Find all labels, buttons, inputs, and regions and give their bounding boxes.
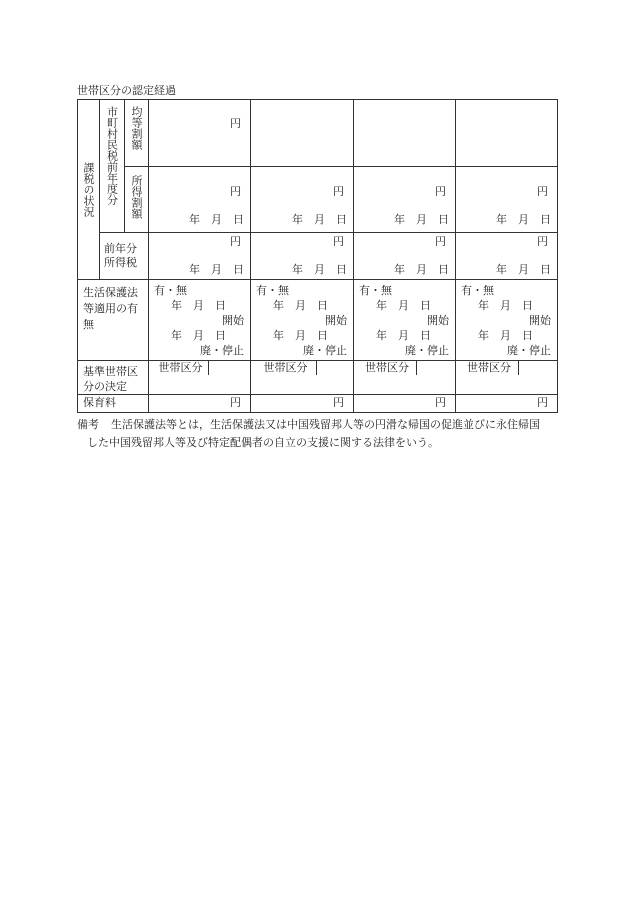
prev-income-tax-header xyxy=(100,233,149,280)
yes-no-choice[interactable]: 有・無 xyxy=(256,284,289,297)
household-class-label: 世帯区分 xyxy=(456,361,519,375)
fee-header xyxy=(78,395,149,413)
standard-cell-2[interactable] xyxy=(251,361,354,395)
income-share-label: 所得割額 xyxy=(130,175,143,219)
page-title: 世帯区分の認定経過 xyxy=(77,84,176,97)
date-field: 年 月 日 xyxy=(189,263,244,276)
fee-cell-1[interactable] xyxy=(149,395,251,413)
yen-unit: 円 xyxy=(230,235,241,248)
stop-label: 廃・停止 xyxy=(200,344,244,357)
yen-unit: 円 xyxy=(333,235,344,248)
yes-no-choice[interactable]: 有・無 xyxy=(461,284,494,297)
equal-share-header xyxy=(125,100,149,167)
start-label: 開始 xyxy=(427,314,449,327)
yen-unit: 円 xyxy=(333,396,344,409)
date-field: 年 月 日 xyxy=(189,213,244,226)
livelihood-cell-2[interactable] xyxy=(251,280,354,361)
stop-label: 廃・停止 xyxy=(405,344,449,357)
municipal-tax-header xyxy=(100,100,125,233)
remarks-text-line2: した中国残留邦人等及び特定配偶者の自立の支援に関する法律をいう。 xyxy=(87,436,439,449)
date-field: 年 月 日 xyxy=(292,263,347,276)
tax-status-label: 課税の状況 xyxy=(82,162,95,217)
yen-unit: 円 xyxy=(537,235,548,248)
yen-unit: 円 xyxy=(537,185,548,198)
start-label: 開始 xyxy=(529,314,551,327)
livelihood-header xyxy=(78,280,149,361)
date-field: 年 月 日 xyxy=(292,213,347,226)
date-field: 年 月 日 xyxy=(496,213,551,226)
equal-share-cell-1[interactable] xyxy=(149,100,251,167)
yes-no-choice[interactable]: 有・無 xyxy=(154,284,187,297)
stop-label: 廃・停止 xyxy=(303,344,347,357)
date-field: 年 月 日 xyxy=(394,213,449,226)
household-class-box[interactable] xyxy=(209,361,250,375)
household-class-box[interactable] xyxy=(417,361,455,375)
equal-share-cell-3[interactable] xyxy=(354,100,456,167)
household-class-label: 世帯区分 xyxy=(354,361,417,375)
household-class-label: 世帯区分 xyxy=(149,361,209,375)
livelihood-cell-4[interactable] xyxy=(456,280,558,361)
start-label: 開始 xyxy=(222,314,244,327)
date-field: 年 月 日 xyxy=(496,263,551,276)
standard-label-2: 分の決定 xyxy=(83,380,127,393)
start-date-field: 年 月 日 xyxy=(171,299,226,312)
yes-no-choice[interactable]: 有・無 xyxy=(359,284,392,297)
income-share-cell-2[interactable] xyxy=(251,167,354,233)
fee-cell-4[interactable] xyxy=(456,395,558,413)
yen-unit: 円 xyxy=(230,396,241,409)
stop-date-field: 年 月 日 xyxy=(273,329,328,342)
livelihood-cell-1[interactable] xyxy=(149,280,251,361)
income-share-cell-3[interactable] xyxy=(354,167,456,233)
standard-header xyxy=(78,361,149,395)
livelihood-label-3: 無 xyxy=(83,318,94,331)
start-date-field: 年 月 日 xyxy=(376,299,431,312)
livelihood-cell-3[interactable] xyxy=(354,280,456,361)
tax-status-header xyxy=(78,100,100,280)
date-field: 年 月 日 xyxy=(394,263,449,276)
livelihood-label-2: 等適用の有 xyxy=(83,302,138,315)
prev-income-tax-cell-2[interactable] xyxy=(251,233,354,280)
standard-cell-4[interactable] xyxy=(456,361,558,395)
fee-cell-3[interactable] xyxy=(354,395,456,413)
household-class-label: 世帯区分 xyxy=(251,361,317,375)
household-class-box[interactable] xyxy=(317,361,353,375)
equal-share-cell-4[interactable] xyxy=(456,100,558,167)
livelihood-label-1: 生活保護法 xyxy=(83,286,138,299)
income-share-cell-4[interactable] xyxy=(456,167,558,233)
yen-unit: 円 xyxy=(230,117,241,130)
income-share-cell-1[interactable] xyxy=(149,167,251,233)
household-classification-table xyxy=(77,99,558,413)
yen-unit: 円 xyxy=(230,185,241,198)
yen-unit: 円 xyxy=(435,235,446,248)
remarks-text-line1: 生活保護法等とは，生活保護法又は中国残留邦人等の円滑な帰国の促進並びに永住帰国 xyxy=(111,418,540,431)
prev-income-tax-cell-1[interactable] xyxy=(149,233,251,280)
remarks-heading: 備考 xyxy=(77,418,99,431)
prev-income-tax-cell-3[interactable] xyxy=(354,233,456,280)
stop-date-field: 年 月 日 xyxy=(478,329,533,342)
start-date-field: 年 月 日 xyxy=(478,299,533,312)
household-class-box[interactable] xyxy=(519,361,557,375)
municipal-tax-label: 市町村民税前年度分 xyxy=(105,106,119,205)
fee-cell-2[interactable] xyxy=(251,395,354,413)
prev-income-tax-label-1: 前年分 xyxy=(104,242,137,255)
prev-income-tax-label-2: 所得税 xyxy=(104,256,137,269)
yen-unit: 円 xyxy=(435,396,446,409)
standard-cell-1[interactable] xyxy=(149,361,251,395)
fee-label: 保育料 xyxy=(83,396,116,409)
prev-income-tax-cell-4[interactable] xyxy=(456,233,558,280)
yen-unit: 円 xyxy=(435,185,446,198)
equal-share-label: 均等割額 xyxy=(130,106,143,150)
start-label: 開始 xyxy=(325,314,347,327)
yen-unit: 円 xyxy=(333,185,344,198)
income-share-header xyxy=(125,167,149,233)
yen-unit: 円 xyxy=(537,396,548,409)
stop-label: 廃・停止 xyxy=(507,344,551,357)
start-date-field: 年 月 日 xyxy=(273,299,328,312)
stop-date-field: 年 月 日 xyxy=(171,329,226,342)
stop-date-field: 年 月 日 xyxy=(376,329,431,342)
equal-share-cell-2[interactable] xyxy=(251,100,354,167)
standard-label-1: 基準世帯区 xyxy=(83,365,138,378)
standard-cell-3[interactable] xyxy=(354,361,456,395)
